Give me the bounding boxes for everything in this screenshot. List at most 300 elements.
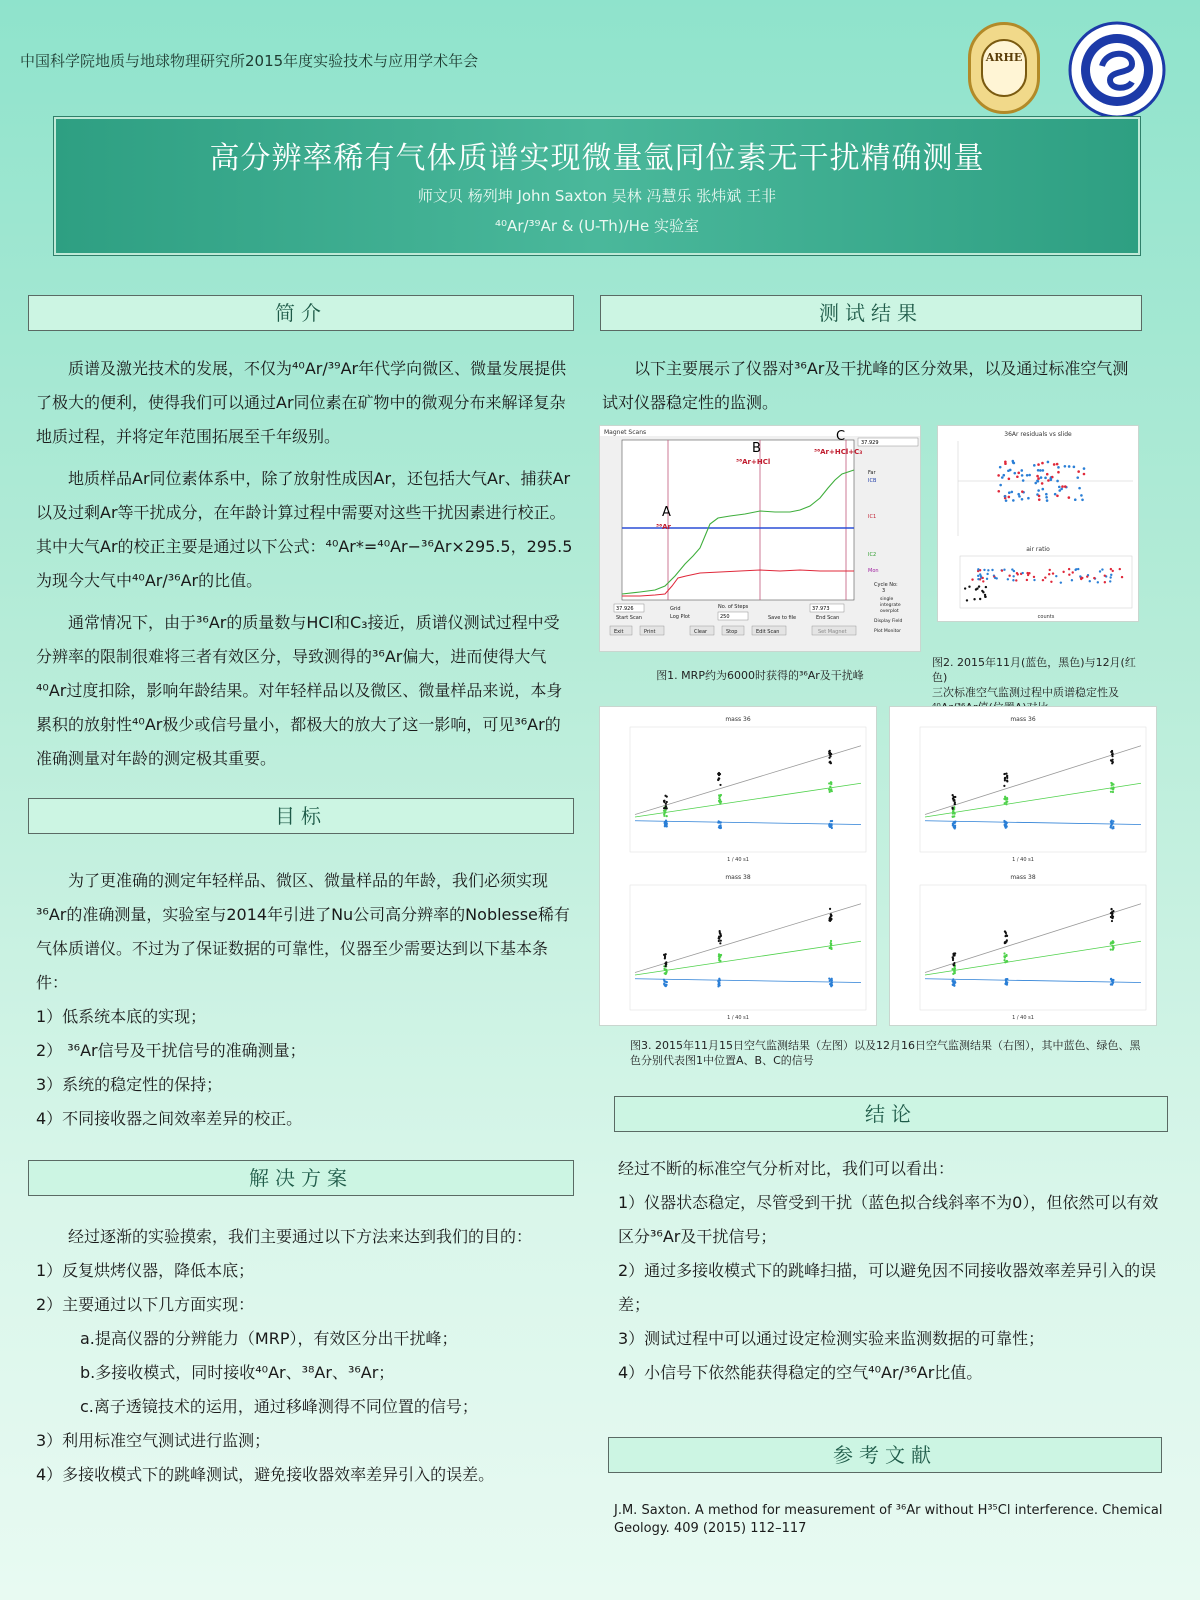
conclusion-item: 1）仪器状态稳定，尽管受到干扰（蓝色拟合线斜率不为0），但依然可以有效区分³⁶Ar及干扰信号；: [618, 1193, 1159, 1246]
top-value: 37.929: [861, 440, 879, 446]
fig3-point-black: [719, 942, 721, 944]
fig2-bottom-point: [1022, 572, 1024, 574]
exit-button: Exit: [614, 629, 624, 635]
fig3-point-green: [953, 815, 955, 817]
fig2-top-point: [1004, 462, 1007, 465]
conclusion-item: 2）通过多接收模式下的跳峰扫描，可以避免因不同接收器效率差异引入的误差；: [618, 1261, 1157, 1314]
fig2-top-point: [1017, 472, 1020, 475]
fig3-point-green: [720, 794, 722, 796]
fig2-bottom-point: [986, 578, 988, 580]
fig3-point-green: [954, 967, 956, 969]
fig3-xlabel: 1 / 40 s1: [1012, 1015, 1034, 1021]
fig2-bottom-point: [973, 598, 975, 600]
fig3-point-blue: [663, 980, 665, 982]
plot-monitor: Plot Monitor: [874, 629, 902, 634]
fig3-point-blue: [718, 826, 720, 828]
fig3-point-black: [953, 952, 955, 954]
fig2-bottom-point: [1104, 575, 1106, 577]
steps-value: 250: [720, 614, 730, 620]
channel-mon: Mon: [868, 568, 879, 574]
solution-paragraph: 经过逐渐的实验摸索，我们主要通过以下方法来达到我们的目的：: [68, 1227, 533, 1246]
fig2-top-point: [1004, 495, 1007, 498]
fig3-point-blue: [1005, 822, 1007, 824]
fig3-point-green: [1003, 952, 1005, 954]
fig2-top-point: [1042, 469, 1045, 472]
fig2-top-point: [1081, 498, 1084, 501]
fig3-point-blue: [954, 825, 956, 827]
fig2-top-point: [1022, 479, 1025, 482]
fig3-point-blue: [1004, 983, 1006, 985]
fig2-top-point: [1026, 474, 1029, 477]
fig2-top-point: [1056, 463, 1059, 466]
authors: 师文贝 杨列坤 John Saxton 吴林 冯慧乐 张炜斌 王非: [417, 187, 777, 205]
fig2-top-point: [1008, 496, 1011, 499]
fig3-point-black: [719, 773, 721, 775]
checkbox-grid: Grid: [670, 606, 681, 612]
fig3-panel-title: mass 38: [1010, 874, 1036, 881]
start-value: 37.926: [616, 606, 634, 612]
fig2-top-point: [999, 484, 1002, 487]
igcas-logo: [968, 22, 1040, 114]
solution-item: 3）利用标准空气测试进行监测；: [36, 1431, 271, 1450]
fig3-point-blue: [829, 983, 831, 985]
fig2-bottom-point: [1101, 568, 1103, 570]
fig2-bottom-point: [968, 586, 970, 588]
fig2-bottom-point: [1079, 575, 1081, 577]
fig3-point-black: [1006, 780, 1008, 782]
fig2-top-point: [1060, 488, 1063, 491]
label-b: B: [752, 441, 761, 456]
fig2-bottom-point: [1012, 579, 1014, 581]
fit-line-blue: [925, 979, 1141, 983]
fit-line-blue: [925, 821, 1141, 825]
fig2-bottom-point: [986, 573, 988, 575]
fig2-bottom-point: [1110, 574, 1112, 576]
fig2-top-point: [1057, 471, 1060, 474]
fig3-point-blue: [952, 823, 954, 825]
opt-overplot: overplot: [880, 609, 899, 614]
fig2-bottom-point: [1017, 573, 1019, 575]
fig2-top-point: [1053, 463, 1056, 466]
fig2-bottom-point: [1048, 573, 1050, 575]
fig3-xlabel: 1 / 40 s1: [1012, 857, 1034, 863]
fig3-point-green: [1004, 802, 1006, 804]
fig2-bottom-point: [1001, 569, 1003, 571]
conference-name: 中国科学院地质与地球物理研究所2015年度实验技术与应用学术年会: [20, 52, 479, 70]
fig2-bottom-point: [994, 577, 996, 579]
figure-2-charts: [938, 426, 1138, 621]
fig3-point-green: [830, 940, 832, 942]
page-title: 高分辨率稀有气体质谱实现微量氩同位素无干扰精确测量: [209, 141, 985, 176]
fig2-bottom-point: [979, 573, 981, 575]
fig2-bottom-point: [1089, 580, 1091, 582]
fig2-top-point: [1037, 477, 1040, 480]
fig3-point-green: [718, 958, 720, 960]
label-c-sub: ³⁶Ar+HCl+C₃: [814, 448, 863, 456]
opt-integrate: integrate: [880, 603, 901, 608]
fig2-top-point: [1037, 469, 1040, 472]
steps-label: No. of Steps: [718, 604, 749, 610]
solution-item: 2）主要通过以下几方面实现：: [36, 1295, 255, 1314]
fig3-point-black: [665, 803, 667, 805]
fig2-top-point: [1047, 479, 1050, 482]
fig3-point-blue: [954, 827, 956, 829]
goal-item: 3）系统的稳定性的保持；: [36, 1075, 223, 1094]
fig2-bottom-point: [977, 575, 979, 577]
fig2-bottom-point: [1109, 576, 1111, 578]
fig3-point-green: [1112, 949, 1114, 951]
fit-line-green: [925, 783, 1141, 817]
fig3-point-black: [952, 808, 954, 810]
fig2-top-point: [1045, 493, 1048, 496]
figure-1-magnet-scan: [599, 425, 921, 652]
fig3-point-blue: [829, 980, 831, 982]
fig3-point-black: [663, 807, 665, 809]
fig3-point-black: [954, 796, 956, 798]
fig2-top-point: [1083, 467, 1086, 470]
fig3-point-green: [663, 815, 665, 817]
conclusion-item: 4）小信号下依然能获得稳定的空气⁴⁰Ar/³⁶Ar比值。: [618, 1363, 983, 1382]
fig2-top-point: [1037, 489, 1040, 492]
fig3-point-black: [1111, 916, 1113, 918]
solution-item: 1）反复烘烤仪器，降低本底；: [36, 1261, 255, 1280]
fig2-bottom-point: [1049, 569, 1051, 571]
fig3-point-blue: [1111, 982, 1113, 984]
fig3-point-green: [1003, 959, 1005, 961]
fig3-point-black: [720, 940, 722, 942]
fig2-bottom-point: [1003, 569, 1005, 571]
fig3-point-blue: [1110, 826, 1112, 828]
fig2-top-point: [1039, 469, 1042, 472]
fig2-top-point: [1044, 477, 1047, 480]
fig3-point-green: [829, 786, 831, 788]
stop-button: Stop: [726, 629, 738, 635]
fig2-bottom-point: [1110, 568, 1112, 570]
fig3-point-black: [664, 956, 666, 958]
fig3-point-black: [1006, 777, 1008, 779]
fig3-point-blue: [717, 979, 719, 981]
fig2-bottom-point: [1075, 568, 1077, 570]
fig3-point-green: [1111, 942, 1113, 944]
fig3-panel-a: [635, 746, 861, 829]
fig2-bottom-point: [1015, 579, 1017, 581]
fig3-point-blue: [664, 825, 666, 827]
fig3-point-green: [1004, 797, 1006, 799]
lab-name: ⁴⁰Ar/³⁹Ar & (U-Th)/He 实验室: [495, 217, 699, 235]
magnet-scan-plot: [600, 426, 920, 651]
fig2-top-title: 36Ar residuals vs slide: [1004, 431, 1072, 438]
fig3-point-blue: [1112, 827, 1114, 829]
fig3-point-black: [1111, 750, 1113, 752]
fig2-top-point: [1038, 498, 1041, 501]
fig2-bottom-point: [971, 578, 973, 580]
fig3-point-blue: [1006, 825, 1008, 827]
fig2-bottom-point: [1104, 581, 1106, 583]
solution-subitem: b.多接收模式，同时接收⁴⁰Ar、³⁸Ar、³⁶Ar；: [80, 1363, 395, 1382]
fig3-point-green: [1110, 948, 1112, 950]
fig2-top-point: [1012, 499, 1015, 502]
fig2-bottom-point: [1099, 570, 1101, 572]
fig2-top-point: [1078, 487, 1081, 490]
fig2-top-point: [1036, 475, 1039, 478]
fig3-point-green: [828, 788, 830, 790]
fig2-caption-line: 三次标准空气监测过程中质谱稳定性及: [932, 686, 1119, 699]
clear-button: Clear: [694, 629, 708, 635]
fig3-point-green: [663, 812, 665, 814]
fig3-point-black: [663, 954, 665, 956]
fig3-point-green: [666, 815, 668, 817]
channel-ic2: IC2: [868, 552, 877, 558]
fig2-bottom-point: [982, 577, 984, 579]
goal-item: 2） ³⁶Ar信号及干扰信号的准确测量；: [36, 1041, 306, 1060]
fig2-bottom-point: [982, 580, 984, 582]
fig2-bottom-point: [978, 585, 980, 587]
fig3-point-green: [720, 801, 722, 803]
fig3-point-green: [1005, 955, 1007, 957]
fig3-point-green: [664, 972, 666, 974]
set-magnet-button: Set Magnet: [818, 629, 847, 635]
fig2-top-point: [1064, 465, 1067, 468]
fig2-bottom-point: [1093, 577, 1095, 579]
end-value: 37.973: [812, 606, 830, 612]
fig3-point-green: [1110, 787, 1112, 789]
fig3-point-black: [663, 800, 665, 802]
fig3-point-black: [829, 920, 831, 922]
fig3-point-black: [1004, 942, 1006, 944]
fig2-bottom-point: [1027, 574, 1029, 576]
fig3-point-blue: [830, 985, 832, 987]
fig3-point-blue: [1111, 824, 1113, 826]
fig2-top-point: [1058, 486, 1061, 489]
fig3-point-black: [1110, 908, 1112, 910]
solution-heading: 解决方案: [28, 1160, 574, 1196]
channel-ic1: IC1: [868, 514, 877, 520]
fig3-point-black: [1111, 912, 1113, 914]
fig2-bottom-point: [977, 578, 979, 580]
fig3-panel-title: mass 38: [725, 874, 751, 881]
fig2-bottom-point: [982, 591, 984, 593]
fig2-top-point: [1028, 474, 1031, 477]
fig3-point-black: [953, 964, 955, 966]
fig2-top-point: [1021, 498, 1024, 501]
start-scan-label: Start Scan: [616, 615, 642, 621]
intro-heading: 简介: [28, 295, 574, 331]
fig2-bottom-point: [1072, 571, 1074, 573]
save-button: Save to file: [768, 615, 797, 621]
fig3-point-green: [952, 811, 954, 813]
fig3-point-black: [1111, 762, 1113, 764]
fig3-point-blue: [830, 825, 832, 827]
fig2-top-point: [1076, 476, 1079, 479]
fig3-point-green: [718, 794, 720, 796]
fig3-point-green: [664, 968, 666, 970]
fig3-point-black: [1004, 773, 1006, 775]
figure-3-left-charts: [600, 707, 876, 1025]
fig3-point-black: [664, 795, 666, 797]
fig2-bottom-point: [1068, 573, 1070, 575]
fig3-point-green: [665, 809, 667, 811]
fig2-top-point: [1077, 470, 1080, 473]
opt-single: single: [880, 597, 894, 602]
fig3-point-black: [717, 773, 719, 775]
fig3-point-green: [1005, 961, 1007, 963]
goal-heading: 目标: [28, 798, 574, 834]
fig3-point-green: [954, 972, 956, 974]
intro-paragraph: 地质样品Ar同位素体系中，除了放射性成因Ar，还包括大气Ar、捕获Ar以及过剩Ar等干扰成分，在年龄计算过程中需要对这些干扰因素进行校正。其中大气Ar的校正主要是通过以下公式：⁴⁰Ar*=⁴⁰Ar−³⁶Ar×295.5，295.5为现今大气中⁴⁰Ar/³⁶Ar的比值。: [36, 469, 573, 590]
fit-line-black: [635, 746, 861, 815]
fig3-point-green: [1112, 783, 1114, 785]
fig3-point-black: [1111, 760, 1113, 762]
figure-3-left: [599, 706, 877, 1026]
fig2-bottom-point: [1011, 568, 1013, 570]
fig3-point-black: [952, 956, 954, 958]
goal-paragraph: 为了更准确的测定年轻样品、微区、微量样品的年龄，我们必须实现³⁶Ar的准确测量，实验室与2014年引进了Nu公司高分辨率的Noblesse稀有气体质谱仪。不过为了保证数据的可靠性，仪器至少需要达到以下基本条件：: [36, 871, 570, 992]
fig2-bottom-point: [1119, 568, 1121, 570]
fig3-point-black: [953, 800, 955, 802]
fig2-top-point: [999, 466, 1002, 469]
fig3-xlabel: 1 / 40 s1: [727, 857, 749, 863]
fig3-point-black: [829, 908, 831, 910]
fit-line-black: [925, 904, 1141, 973]
fig3-point-black: [829, 754, 831, 756]
fig2-bottom-point: [1112, 570, 1114, 572]
fig3-point-blue: [1111, 820, 1113, 822]
fig2-top-point: [1073, 466, 1076, 469]
fig2-top-point: [1034, 482, 1037, 485]
conclusion-section: [618, 1152, 1166, 1390]
fig2-top-point: [1056, 480, 1059, 483]
fit-line-blue: [635, 979, 861, 983]
fig2-bottom-point: [1008, 575, 1010, 577]
fig3-point-blue: [953, 983, 955, 985]
fig3-point-green: [830, 945, 832, 947]
fig3-point-blue: [719, 984, 721, 986]
fig2-top-point: [1013, 472, 1016, 475]
fig2-top-point: [1016, 475, 1019, 478]
fig2-bottom-point: [977, 568, 979, 570]
fig2-top-point: [1057, 466, 1060, 469]
conclusion-heading: 结论: [614, 1096, 1168, 1132]
fig2-top-point: [997, 474, 1000, 477]
fig3-point-black: [1111, 920, 1113, 922]
window-title: Magnet Scans: [604, 429, 647, 436]
fig3-point-black: [718, 940, 720, 942]
conclusion-item: 3）测试过程中可以通过设定检测实验来监测数据的可靠性；: [618, 1329, 1045, 1348]
fig3-point-green: [953, 969, 955, 971]
fig3-panel-d: [925, 904, 1141, 987]
figure-3-right: [889, 706, 1157, 1026]
fig3-point-green: [1110, 791, 1112, 793]
fig3-point-green: [719, 960, 721, 962]
fit-line-blue: [635, 821, 861, 825]
title-banner: [54, 117, 1140, 255]
figure-1-caption: 图1. MRP约为6000时获得的³⁶Ar及干扰峰: [656, 669, 864, 682]
fig3-panel-title: mass 36: [725, 716, 751, 723]
fig3-point-blue: [951, 980, 953, 982]
fig3-point-black: [665, 963, 667, 965]
fig3-point-black: [1005, 932, 1007, 934]
fig2-top-point: [1040, 476, 1043, 479]
fig3-point-black: [718, 777, 720, 779]
fig2-top-point: [1074, 498, 1077, 501]
fig2-bottom-point: [1062, 571, 1064, 573]
fig3-point-black: [828, 761, 830, 763]
logo-text: ARHE: [981, 39, 1027, 97]
fig3-point-green: [1006, 800, 1008, 802]
fig2-bottom-point: [1121, 576, 1123, 578]
checkbox-log-plot: Log Plot: [670, 614, 690, 620]
fig2-top-point: [1009, 469, 1012, 472]
fig3-point-black: [1112, 752, 1114, 754]
fig3-point-blue: [718, 821, 720, 823]
fig2-top-point: [1033, 464, 1036, 467]
fig3-point-black: [1004, 777, 1006, 779]
fig2-top-point: [1011, 491, 1014, 494]
fig3-panel-b: [925, 746, 1141, 830]
fig3-point-blue: [720, 827, 722, 829]
figure-3-caption: 图3. 2015年11月15日空气监测结果（左图）以及12月16日空气监测结果（右图），其中蓝色、绿色、黑色分别代表图1中位置A、B、C的信号: [630, 1039, 1141, 1067]
goal-item: 1）低系统本底的实现；: [36, 1007, 207, 1026]
solution-subitem: c.离子透镜技术的运用，通过移峰测得不同位置的信号；: [80, 1397, 478, 1416]
label-a: A: [662, 505, 671, 520]
fit-line-green: [925, 941, 1141, 975]
fig2-top-point: [1068, 496, 1071, 499]
fig3-panel-title: mass 36: [1010, 716, 1036, 723]
fig3-point-green: [718, 797, 720, 799]
fit-line-green: [635, 941, 861, 975]
fig2-top-point: [1021, 490, 1024, 493]
print-button: Print: [644, 629, 656, 635]
fig2-top-point: [1037, 463, 1040, 466]
figure-2: [937, 425, 1139, 622]
fig2-top-point: [1041, 488, 1044, 491]
institute-emblem-icon: [1062, 20, 1172, 120]
fig2-bottom-point: [966, 599, 968, 601]
goal-item: 4）不同接收器之间效率差异的校正。: [36, 1109, 303, 1128]
fig2-top-point: [1027, 497, 1030, 500]
fig2-top-point: [1008, 491, 1011, 494]
fig3-point-blue: [718, 982, 720, 984]
fig2-bottom-point: [1007, 578, 1009, 580]
results-paragraph: 以下主要展示了仪器对³⁶Ar及干扰峰的区分效果，以及通过标准空气测试对仪器稳定性的监测。: [602, 359, 1129, 412]
fig3-point-black: [830, 915, 832, 917]
fig3-point-blue: [1005, 980, 1007, 982]
fig2-top-point: [1036, 480, 1039, 483]
label-a-sub: ³⁶Ar: [656, 523, 672, 531]
display-field: Display Field: [874, 619, 903, 624]
conclusion-paragraph: 经过不断的标准空气分析对比，我们可以看出：: [618, 1159, 955, 1178]
fig3-point-green: [830, 943, 832, 945]
fig3-point-blue: [828, 824, 830, 826]
fig3-point-green: [829, 947, 831, 949]
fig2-bottom-scatter: [964, 568, 1123, 602]
channel-icb: ICB: [868, 478, 877, 484]
fig3-point-black: [718, 938, 720, 940]
fig2-bottom-point: [975, 588, 977, 590]
fig3-point-blue: [1112, 979, 1114, 981]
goal-section: [36, 864, 574, 1136]
fig2-bottom-point: [1071, 579, 1073, 581]
fig2-caption-line: 图2. 2015年11月(蓝色，黑色)与12月(红色): [932, 656, 1136, 684]
reference-entry: J.M. Saxton. A method for measurement of ³⁶Ar without H³⁵Cl interference. Chemical Geology. 409 (2015) 112–117: [614, 1503, 1163, 1536]
fig3-point-blue: [831, 820, 833, 822]
results-intro: [602, 352, 1142, 420]
fig2-top-point: [1005, 499, 1008, 502]
fig2-top-point: [1046, 473, 1049, 476]
fig2-bottom-point: [979, 598, 981, 600]
fig2-top-point: [1083, 473, 1086, 476]
fig3-point-green: [830, 788, 832, 790]
